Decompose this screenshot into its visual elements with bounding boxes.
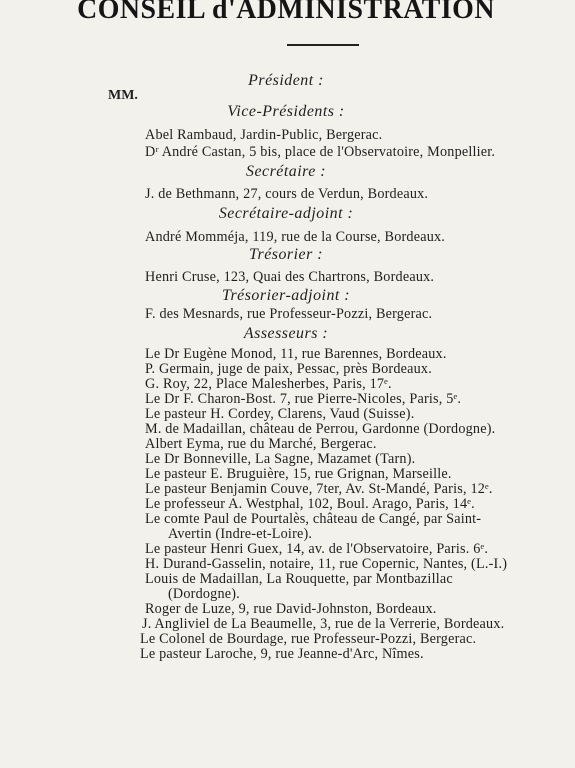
- title-rule: [287, 44, 359, 46]
- mm-label: MM.: [108, 88, 138, 103]
- text-line: J. Angliviel de La Beaumelle, 3, rue de la Verrerie, Bordeaux.: [142, 616, 505, 632]
- text-line: (Dordogne).: [168, 586, 240, 602]
- text-line: André Momméja, 119, rue de la Course, Bordeaux.: [145, 229, 446, 245]
- text-line: J. de Bethmann, 27, cours de Verdun, Bordeaux.: [145, 186, 429, 202]
- text-line: Albert Eyma, rue du Marché, Bergerac.: [145, 436, 377, 452]
- text-line: Le Dr F. Charon-Bost. 7, rue Pierre-Nicoles, Paris, 5ᵉ.: [145, 391, 462, 407]
- text-line: Le pasteur Benjamin Couve, 7ter, Av. St-Mandé, Paris, 12ᵉ.: [145, 481, 493, 497]
- text-line: Le comte Paul de Pourtalès, château de Cangé, par Saint-: [145, 511, 482, 527]
- text-line: Le Colonel de Bourdage, rue Professeur-Pozzi, Bergerac.: [140, 631, 477, 647]
- text-line: Roger de Luze, 9, rue David-Johnston, Bordeaux.: [145, 601, 437, 617]
- page-title: CONSEIL d'ADMINISTRATION: [77, 0, 495, 25]
- text-line: Le pasteur H. Cordey, Clarens, Vaud (Suisse).: [145, 406, 415, 422]
- text-line: Le pasteur Laroche, 9, rue Jeanne-d'Arc, Nîmes.: [140, 646, 424, 662]
- text-line: P. Germain, juge de paix, Pessac, près Bordeaux.: [145, 361, 432, 377]
- text-line: G. Roy, 22, Place Malesherbes, Paris, 17ᵉ.: [145, 376, 392, 392]
- heading-tresorier: Trésorier :: [249, 246, 324, 263]
- text-line: Louis de Madaillan, La Rouquette, par Montbazillac: [145, 571, 453, 587]
- text-line: Le pasteur Henri Guex, 14, av. de l'Observatoire, Paris. 6ᵉ.: [145, 541, 489, 557]
- heading-tresorier-adjoint: Trésorier-adjoint :: [222, 287, 351, 304]
- text-line: H. Durand-Gasselin, notaire, 11, rue Copernic, Nantes, (L.-I.): [145, 556, 508, 572]
- text-line: Abel Rambaud, Jardin-Public, Bergerac.: [145, 127, 383, 143]
- text-line: Le Dr Bonneville, La Sagne, Mazamet (Tarn).: [145, 451, 416, 467]
- text-line: F. des Mesnards, rue Professeur-Pozzi, Bergerac.: [145, 306, 433, 322]
- heading-assesseurs: Assesseurs :: [243, 325, 329, 342]
- text-line: Dʳ André Castan, 5 bis, place de l'Observatoire, Monpellier.: [145, 144, 496, 160]
- text-line: Le professeur A. Westphal, 102, Boul. Arago, Paris, 14ᵉ.: [145, 496, 475, 512]
- text-line: Avertin (Indre-et-Loire).: [168, 526, 313, 542]
- text-line: Henri Cruse, 123, Quai des Chartrons, Bordeaux.: [145, 269, 435, 285]
- text-line: Le Dr Eugène Monod, 11, rue Barennes, Bordeaux.: [145, 346, 447, 362]
- heading-vice-presidents: Vice-Présidents :: [227, 103, 345, 120]
- text-line: Le pasteur E. Bruguière, 15, rue Grignan, Marseille.: [145, 466, 452, 482]
- heading-secretaire-adjoint: Secrétaire-adjoint :: [218, 205, 354, 222]
- heading-secretaire: Secrétaire :: [246, 163, 327, 180]
- heading-president: Président :: [248, 72, 324, 89]
- text-line: M. de Madaillan, château de Perrou, Gardonne (Dordogne).: [145, 421, 496, 437]
